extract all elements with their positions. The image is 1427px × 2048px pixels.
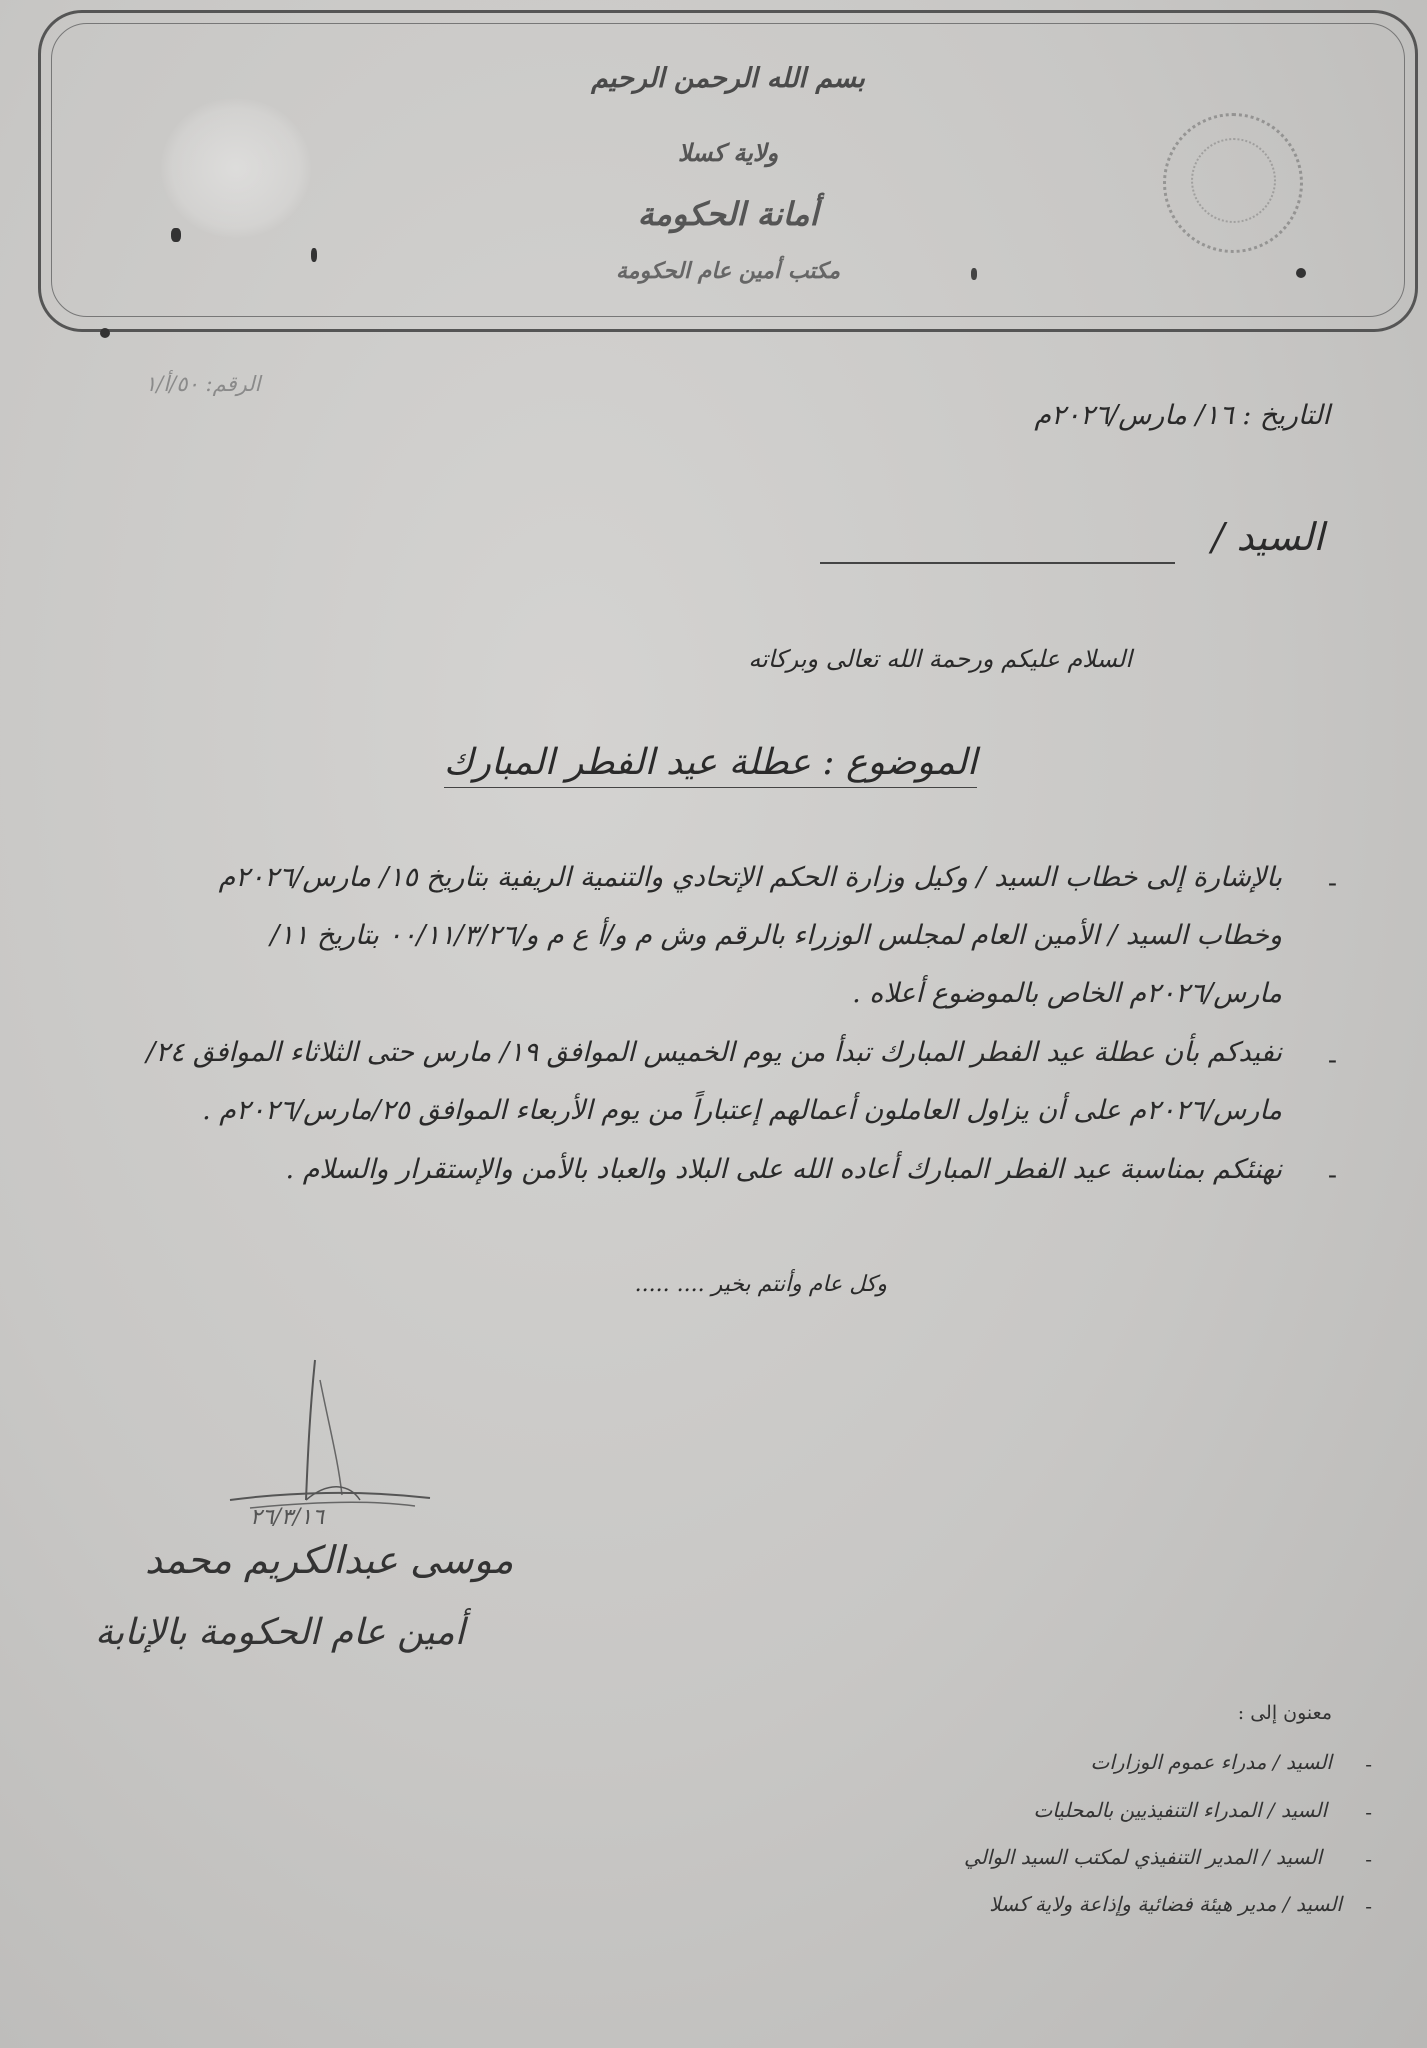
bullet-dash: - — [1327, 1160, 1337, 1191]
addressee-blank-line — [820, 562, 1175, 564]
greeting: السلام عليكم ورحمة الله تعالى وبركاته — [748, 645, 1132, 673]
body-line: نفيدكم بأن عطلة عيد الفطر المبارك تبدأ من يوم الخميس الموافق ١٩/ مارس حتى الثلاثاء الموافق ٢٤/ — [146, 1037, 1282, 1068]
bullet-dash: - — [1365, 1800, 1372, 1824]
cc-item: السيد / المدراء التنفيذيين بالمحليات — [1033, 1798, 1327, 1822]
signatory-name: موسى عبدالكريم محمد — [145, 1538, 514, 1582]
cc-item: السيد / مدراء عموم الوزارات — [1090, 1750, 1332, 1774]
handwritten-signature — [210, 1350, 440, 1520]
office-name: مكتب أمين عام الحكومة — [616, 258, 840, 284]
letterhead-frame — [38, 10, 1418, 332]
bullet-dash: - — [1327, 868, 1337, 899]
cc-heading: معنون إلى : — [1237, 1702, 1332, 1724]
signatory-title: أمين عام الحكومة بالإنابة — [95, 1612, 465, 1653]
reference-number: الرقم: ٥٠/أ/١ — [145, 372, 261, 396]
body-line: مارس/٢٠٢٦م الخاص بالموضوع أعلاه . — [852, 978, 1282, 1009]
subject-line: الموضوع : عطلة عيد الفطر المبارك — [444, 742, 977, 788]
addressee-label: السيد / — [1211, 515, 1324, 559]
body-line: مارس/٢٠٢٦م على أن يزاول العاملون أعمالهم إعتباراً من يوم الأربعاء الموافق ٢٥/مارس/٢٠٢٦م . — [202, 1095, 1282, 1126]
body-line: وخطاب السيد / الأمين العام لمجلس الوزراء بالرقم وش م و/أ ع م و/٠٠/١١/٣/٢٦ بتاريخ ١١/ — [270, 920, 1282, 951]
document-date: التاريخ : ١٦/ مارس/٢٠٢٦م — [1034, 400, 1330, 431]
bullet-dash: - — [1365, 1847, 1372, 1871]
bullet-dash: - — [1365, 1894, 1372, 1918]
body-line: نهنئكم بمناسبة عيد الفطر المبارك أعاده الله على البلاد والعباد بالأمن والإستقرار والسلام . — [285, 1154, 1282, 1185]
bullet-dash: - — [1365, 1752, 1372, 1776]
organization-name: أمانة الحكومة — [637, 195, 819, 233]
body-line: بالإشارة إلى خطاب السيد / وكيل وزارة الحكم الإتحادي والتنمية الريفية بتاريخ ١٥/ مارس/٢٠٢٦م — [218, 862, 1282, 893]
state-name: ولاية كسلا — [677, 138, 779, 167]
cc-item: السيد / المدير التنفيذي لمكتب السيد الوالي — [964, 1845, 1322, 1869]
signature-date: ٢٦/٣/١٦ — [250, 1505, 324, 1530]
ink-mark — [100, 328, 110, 338]
closing-line: وكل عام وأنتم بخير .... ..... — [634, 1272, 887, 1297]
cc-item: السيد / مدير هيئة فضائية وإذاعة ولاية كسلا — [989, 1892, 1342, 1916]
bullet-dash: - — [1327, 1045, 1337, 1076]
basmala: بسم الله الرحمن الرحيم — [591, 63, 865, 94]
